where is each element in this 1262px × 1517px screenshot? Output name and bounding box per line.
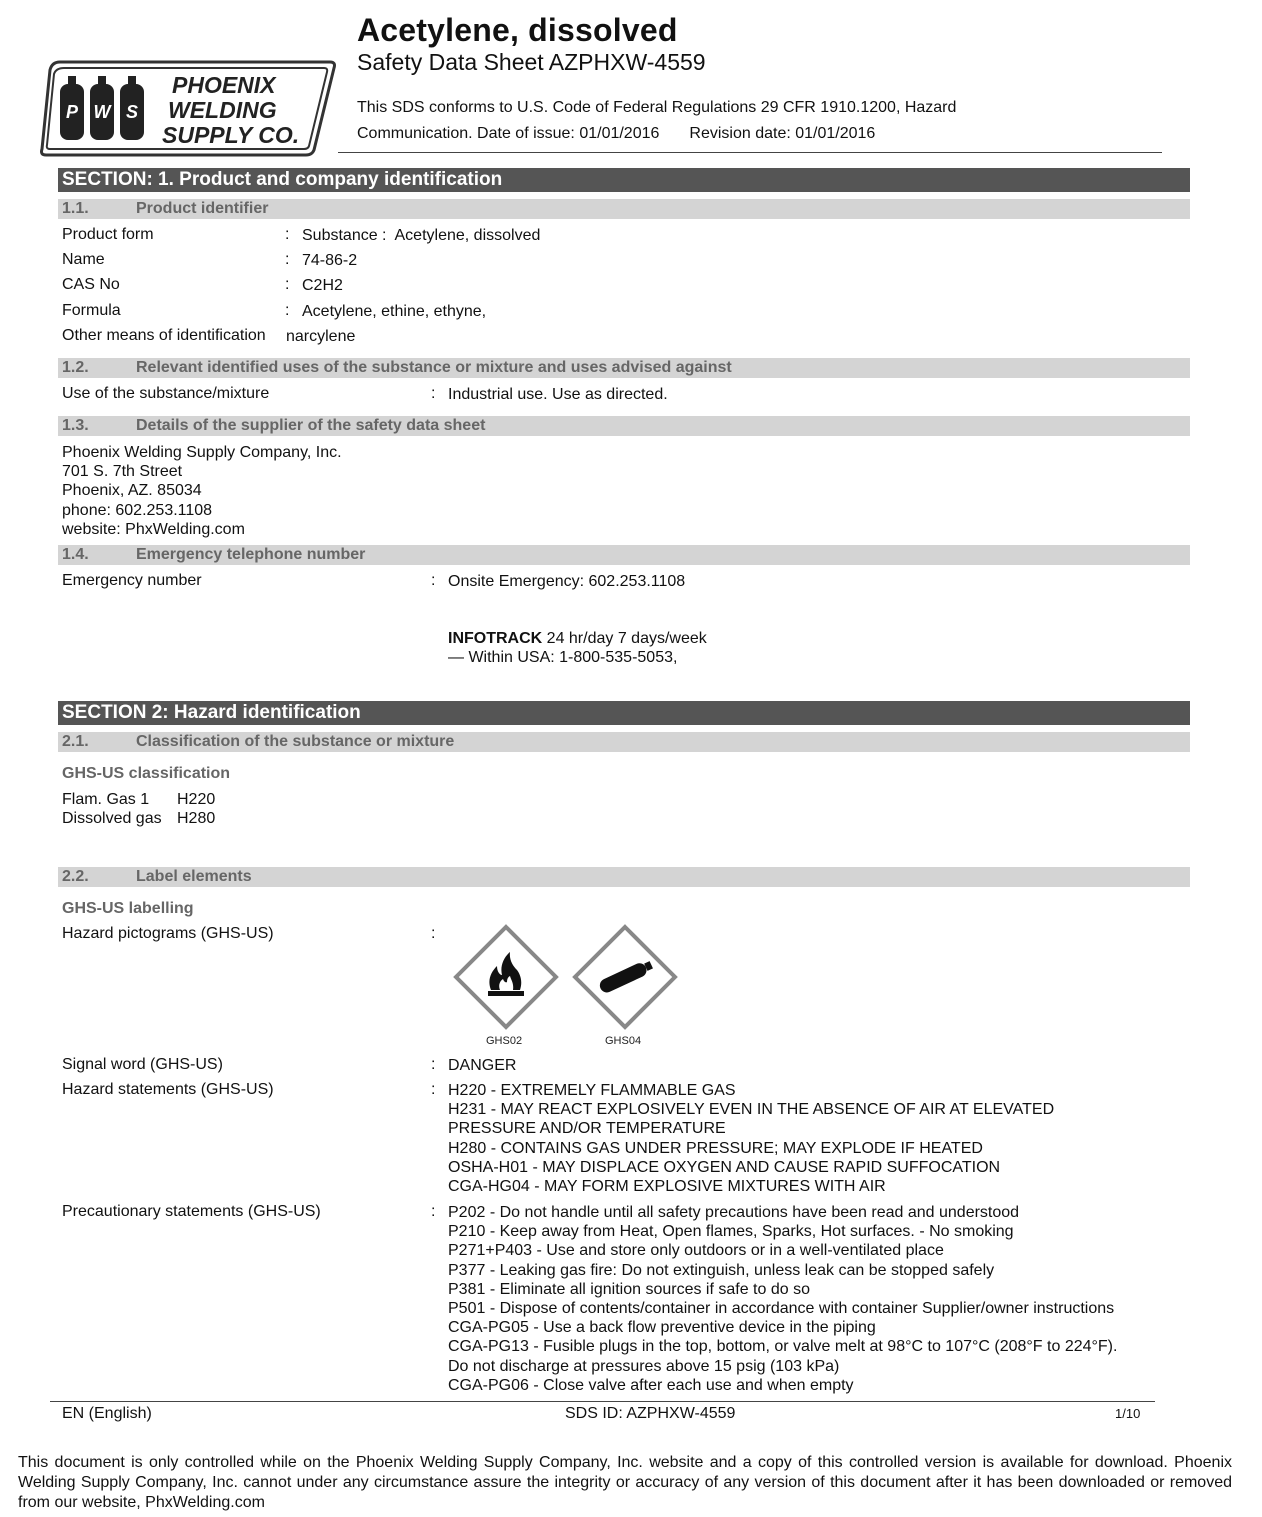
subsection-2-2-header	[58, 867, 1190, 887]
infotrack-name: INFOTRACK	[448, 630, 543, 647]
footer-sds-id: SDS ID: AZPHXW-4559	[565, 1405, 736, 1422]
issue-date: Communication. Date of issue: 01/01/2016	[357, 125, 660, 142]
colon: :	[431, 385, 436, 402]
header-divider	[338, 152, 1162, 153]
subsection-1-2-header	[58, 358, 1190, 378]
subsection-title: Classification of the substance or mixture	[136, 733, 455, 750]
class-code: H220	[177, 791, 216, 808]
footer-language: EN (English)	[62, 1405, 152, 1422]
disclaimer-text: This document is only controlled while on the Phoenix Welding Supply Company, Inc. website and a copy of this controlled version is available for download. Phoenix Welding Supply Company, Inc. cannot under any circumstance assure the integrity or accuracy of any version of this document after it has been downloaded or removed from our website, PhxWelding.com	[18, 1454, 1232, 1511]
precautionary-statement: P210 - Keep away from Heat, Open flames, Sparks, Hot surfaces. - No smoking	[448, 1223, 1014, 1241]
subsection-1-4-header	[58, 545, 1190, 565]
supplier-street: 701 S. 7th Street	[62, 463, 183, 481]
hazard-statement: PRESSURE AND/OR TEMPERATURE	[448, 1120, 726, 1138]
subsection-number: 1.1.	[62, 200, 89, 217]
document-subtitle: Safety Data Sheet AZPHXW-4559	[357, 49, 706, 75]
ghs04-code: GHS04	[605, 1035, 642, 1047]
product-form-value: Substance : Acetylene, dissolved	[302, 227, 541, 244]
emergency-number-value: Onsite Emergency: 602.253.1108	[448, 573, 686, 590]
svg-text:P: P	[65, 102, 79, 122]
subsection-1-1-header	[58, 199, 1190, 219]
name-value: 74-86-2	[302, 252, 358, 269]
product-form-label: Product form	[62, 226, 154, 243]
subsection-number: 1.3.	[62, 417, 89, 434]
infotrack-line	[448, 629, 707, 648]
colon: :	[285, 226, 290, 243]
ghs02-pictogram	[453, 924, 559, 1030]
hazard-statement: H220 - EXTREMELY FLAMMABLE GAS	[448, 1082, 736, 1099]
section-1-header: SECTION: 1. Product and company identification	[58, 168, 1190, 192]
class-name: Dissolved gas	[62, 810, 162, 827]
supplier-name: Phoenix Welding Supply Company, Inc.	[62, 444, 342, 461]
use-value: Industrial use. Use as directed.	[448, 386, 668, 403]
subsection-title: Product identifier	[136, 200, 269, 217]
company-logo	[38, 58, 336, 158]
precautionary-statement: CGA-PG13 - Fusible plugs in the top, bottom, or valve melt at 98°C to 107°C (208°F to 224°F).	[448, 1338, 1118, 1356]
emergency-number-label: Emergency number	[62, 572, 202, 589]
svg-text:W: W	[93, 102, 111, 122]
infotrack-hours: 24 hr/day 7 days/week	[542, 630, 707, 647]
ghs02-code: GHS02	[486, 1035, 523, 1047]
svg-text:WELDING: WELDING	[168, 97, 277, 123]
precautionary-statement: P202 - Do not handle until all safety precautions have been read and understood	[448, 1204, 1020, 1221]
svg-text:SUPPLY CO.: SUPPLY CO.	[162, 122, 300, 148]
subsection-number: 2.2.	[62, 868, 89, 885]
colon: :	[431, 572, 436, 589]
infotrack-usa-number: — Within USA: 1-800-535-5053,	[448, 649, 678, 666]
subsection-title: Relevant identified uses of the substance or mixture and uses advised against	[136, 359, 732, 376]
precautionary-statement: CGA-PG05 - Use a back flow preventive device in the piping	[448, 1319, 876, 1337]
precautionary-statement: P271+P403 - Use and store only outdoors or in a well-ventilated place	[448, 1242, 944, 1260]
subsection-title: Label elements	[136, 868, 252, 885]
subsection-title: Emergency telephone number	[136, 546, 366, 563]
hazard-statement: H280 - CONTAINS GAS UNDER PRESSURE; MAY EXPLODE IF HEATED	[448, 1139, 983, 1157]
supplier-city: Phoenix, AZ. 85034	[62, 482, 202, 500]
footer-page-number: 1/10	[1115, 1406, 1141, 1421]
signal-word-label: Signal word (GHS-US)	[62, 1056, 223, 1073]
conformance-line-2	[357, 121, 956, 147]
revision-date: Revision date: 01/01/2016	[689, 125, 876, 142]
subsection-title: Details of the supplier of the safety data sheet	[136, 417, 486, 434]
precautionary-statement: Do not discharge at pressures above 15 psig (103 kPa)	[448, 1357, 840, 1375]
ghs-classification-heading: GHS-US classification	[62, 765, 231, 782]
colon: :	[285, 251, 290, 268]
hazard-statement: H231 - MAY REACT EXPLOSIVELY EVEN IN THE ABSENCE OF AIR AT ELEVATED	[448, 1101, 1055, 1119]
svg-text:PHOENIX: PHOENIX	[172, 72, 276, 98]
hazard-pictograms-label: Hazard pictograms (GHS-US)	[62, 925, 274, 942]
other-identification-value: narcylene	[286, 328, 356, 345]
colon: :	[285, 302, 290, 319]
precautionary-statement: P501 - Dispose of contents/container in accordance with container Supplier/owner instructions	[448, 1300, 1115, 1318]
class-code: H280	[177, 810, 216, 827]
conformance-statement	[357, 95, 956, 147]
subsection-2-1-header	[58, 732, 1190, 752]
subsection-number: 1.4.	[62, 546, 89, 563]
subsection-1-3-header	[58, 416, 1190, 436]
document-title: Acetylene, dissolved	[357, 12, 678, 48]
ghs-labelling-heading: GHS-US labelling	[62, 900, 194, 917]
conformance-line-1: This SDS conforms to U.S. Code of Federal Regulations 29 CFR 1910.1200, Hazard	[357, 99, 957, 116]
hazard-statements-list	[448, 1081, 1054, 1196]
class-name: Flam. Gas 1	[62, 791, 150, 808]
colon: :	[431, 1203, 436, 1220]
other-identification-label: Other means of identification	[62, 327, 266, 344]
gas-cylinder-icon	[572, 924, 678, 1030]
name-label: Name	[62, 251, 105, 268]
subsection-number: 2.1.	[62, 733, 89, 750]
colon: :	[431, 1081, 436, 1098]
cas-no-label: CAS No	[62, 276, 120, 293]
footer-divider	[50, 1401, 1155, 1402]
hazard-statement: CGA-HG04 - MAY FORM EXPLOSIVE MIXTURES WITH AIR	[448, 1178, 886, 1196]
hazard-statement: OSHA-H01 - MAY DISPLACE OXYGEN AND CAUSE RAPID SUFFOCATION	[448, 1158, 1001, 1176]
formula-value: Acetylene, ethine, ethyne,	[302, 303, 487, 320]
supplier-website: website: PhxWelding.com	[62, 520, 245, 538]
subsection-number: 1.2.	[62, 359, 89, 376]
precautionary-statement: P377 - Leaking gas fire: Do not extinguish, unless leak can be stopped safely	[448, 1261, 995, 1279]
hazard-statements-label: Hazard statements (GHS-US)	[62, 1081, 274, 1098]
precautionary-statements-label: Precautionary statements (GHS-US)	[62, 1203, 321, 1220]
formula-label: Formula	[62, 302, 121, 319]
svg-text:S: S	[125, 102, 139, 122]
supplier-phone: phone: 602.253.1108	[62, 501, 213, 519]
signal-word-value: DANGER	[448, 1057, 517, 1074]
colon: :	[285, 276, 290, 293]
use-label: Use of the substance/mixture	[62, 385, 270, 402]
flame-icon	[453, 924, 559, 1030]
ghs04-pictogram	[572, 924, 678, 1030]
precautionary-statements-list	[448, 1203, 1117, 1395]
precautionary-statement: CGA-PG06 - Close valve after each use and when empty	[448, 1376, 854, 1394]
colon: :	[431, 1056, 436, 1073]
section-2-header: SECTION 2: Hazard identification	[58, 701, 1190, 725]
supplier-address	[62, 443, 342, 539]
colon: :	[431, 925, 436, 942]
precautionary-statement: P381 - Eliminate all ignition sources if safe to do so	[448, 1280, 810, 1298]
cas-no-value: C2H2	[302, 277, 343, 294]
